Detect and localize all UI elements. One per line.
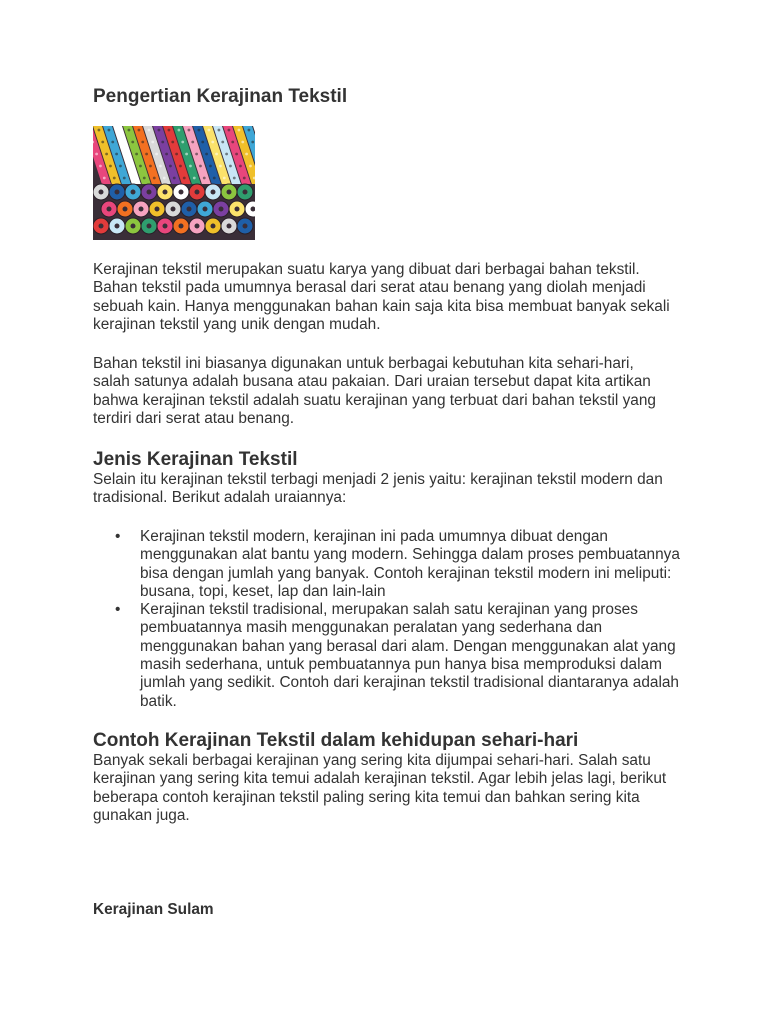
fabric-dot bbox=[129, 165, 132, 168]
fabric-dot bbox=[118, 129, 121, 132]
fabric-roll-core bbox=[195, 224, 200, 229]
fabric-dot bbox=[105, 153, 108, 156]
fabric-dot bbox=[108, 129, 111, 132]
fabric-roll-core bbox=[115, 190, 120, 195]
fabric-dot bbox=[201, 141, 204, 144]
fabric-dot bbox=[209, 165, 212, 168]
fabric-dot bbox=[128, 129, 131, 132]
fabric-dot bbox=[245, 153, 248, 156]
fabric-dot bbox=[233, 177, 236, 180]
fabric-dot bbox=[123, 177, 126, 180]
fabric-dot bbox=[139, 165, 142, 168]
fabric-roll-core bbox=[163, 224, 168, 229]
fabric-dot bbox=[155, 153, 158, 156]
fabric-dot bbox=[231, 141, 234, 144]
fabric-dot bbox=[199, 165, 202, 168]
fabric-dot bbox=[171, 141, 174, 144]
fabric-dot bbox=[158, 129, 161, 132]
fabric-dot bbox=[125, 153, 128, 156]
fabric-dot bbox=[98, 129, 101, 132]
fabric-dot bbox=[225, 153, 228, 156]
fabric-roll-core bbox=[187, 207, 192, 212]
fabric-dot bbox=[168, 129, 171, 132]
section-heading-contoh: Contoh Kerajinan Tekstil dalam kehidupan sehari-hari bbox=[93, 730, 579, 751]
fabric-dot bbox=[241, 141, 244, 144]
bullet-icon: • bbox=[115, 601, 121, 619]
fabric-roll-core bbox=[219, 207, 224, 212]
jenis-paragraph: Selain itu kerajinan tekstil terbagi menjadi 2 jenis yaitu: kerajinan tekstil modern dan tradisional. Berikut adalah uraiannya: bbox=[93, 471, 663, 507]
fabric-dot bbox=[95, 153, 98, 156]
fabric-dot bbox=[161, 141, 164, 144]
fabric-dot bbox=[165, 153, 168, 156]
fabric-roll-core bbox=[179, 190, 184, 195]
fabric-roll-core bbox=[107, 207, 112, 212]
fabric-roll-core bbox=[195, 190, 200, 195]
fabric-roll-core bbox=[163, 190, 168, 195]
fabric-dot bbox=[185, 153, 188, 156]
fabric-dot bbox=[138, 129, 141, 132]
fabric-roll-core bbox=[211, 224, 216, 229]
fabric-dot bbox=[99, 165, 102, 168]
fabric-rolls-photo bbox=[93, 126, 255, 240]
fabric-dot bbox=[203, 177, 206, 180]
fabric-dot bbox=[113, 177, 116, 180]
fabric-roll-core bbox=[179, 224, 184, 229]
fabric-dot bbox=[173, 177, 176, 180]
fabric-dot bbox=[111, 141, 114, 144]
fabric-dot bbox=[208, 129, 211, 132]
fabric-dot bbox=[219, 165, 222, 168]
fabric-dot bbox=[189, 165, 192, 168]
fabric-roll-core bbox=[115, 224, 120, 229]
jenis-list bbox=[93, 528, 683, 711]
fabric-dot bbox=[228, 129, 231, 132]
fabric-dot bbox=[103, 177, 106, 180]
fabric-dot bbox=[239, 165, 242, 168]
page-title: Pengertian Kerajinan Tekstil bbox=[93, 86, 348, 107]
fabric-dot bbox=[213, 177, 216, 180]
list-item bbox=[93, 601, 683, 711]
fabric-dot bbox=[153, 177, 156, 180]
fabric-dot bbox=[148, 129, 151, 132]
fabric-dot bbox=[218, 129, 221, 132]
fabric-dot bbox=[151, 141, 154, 144]
fabric-dot bbox=[181, 141, 184, 144]
fabric-roll-core bbox=[171, 207, 176, 212]
fabric-dot bbox=[195, 153, 198, 156]
fabric-roll-core bbox=[227, 224, 232, 229]
fabric-roll-core bbox=[155, 207, 160, 212]
fabric-dot bbox=[249, 165, 252, 168]
fabric-roll-core bbox=[243, 224, 248, 229]
fabric-roll-core bbox=[147, 190, 152, 195]
fabric-dot bbox=[169, 165, 172, 168]
fabric-roll-core bbox=[147, 224, 152, 229]
fabric-dot bbox=[229, 165, 232, 168]
fabric-dot bbox=[133, 177, 136, 180]
fabric-dot bbox=[149, 165, 152, 168]
fabric-roll-core bbox=[131, 190, 136, 195]
list-item-text: Kerajinan tekstil tradisional, merupakan salah satu kerajinan yang proses pembuatannya masih menggunakan peralatan yang sederhana dan menggunakan bahan yang berasal dari alam. Dengan menggunakan alat yang masih sederhana, untuk pembuatannya pun hanya bisa memproduksi dalam jumlah yang sedikit. Contoh dari kerajinan tekstil tradisional diantaranya adalah batik. bbox=[140, 601, 679, 710]
fabric-dot bbox=[198, 129, 201, 132]
contoh-paragraph: Banyak sekali berbagai kerajinan yang sering kita dijumpai sehari-hari. Salah satu kerajinan yang sering kita temui adalah kerajinan tekstil. Agar lebih jelas lagi, berikut beberapa contoh kerajinan tekstil paling sering kita temui dan bahkan sering kita gunakan juga. bbox=[93, 752, 667, 824]
section-heading-sulam: Kerajinan Sulam bbox=[93, 901, 214, 918]
fabric-dot bbox=[145, 153, 148, 156]
fabric-roll-core bbox=[123, 207, 128, 212]
fabric-dot bbox=[211, 141, 214, 144]
fabric-dot bbox=[131, 141, 134, 144]
fabric-dot bbox=[135, 153, 138, 156]
fabric-roll-core bbox=[99, 190, 104, 195]
fabric-dot bbox=[101, 141, 104, 144]
fabric-dot bbox=[215, 153, 218, 156]
fabric-dot bbox=[143, 177, 146, 180]
fabric-dot bbox=[121, 141, 124, 144]
fabric-dot bbox=[235, 153, 238, 156]
fabric-roll-core bbox=[203, 207, 208, 212]
intro-paragraph-2: Bahan tekstil ini biasanya digunakan untuk berbagai kebutuhan kita sehari-hari, salah satunya adalah busana atau pakaian. Dari uraian tersebut dapat kita artikan bahwa kerajinan tekstil adalah suatu kerajinan yang terbuat dari bahan tekstil yang terdiri dari serat atau benang. bbox=[93, 355, 656, 427]
fabric-dot bbox=[141, 141, 144, 144]
bullet-icon: • bbox=[115, 528, 121, 545]
list-item bbox=[93, 528, 683, 601]
fabric-roll-core bbox=[235, 207, 240, 212]
fabric-dot bbox=[179, 165, 182, 168]
fabric-dot bbox=[193, 177, 196, 180]
fabric-dot bbox=[119, 165, 122, 168]
fabric-roll-core bbox=[131, 224, 136, 229]
fabric-dot bbox=[251, 141, 254, 144]
list-item-text: Kerajinan tekstil modern, kerajinan ini pada umumnya dibuat dengan menggunakan alat bantu yang modern. Sehingga dalam proses pembuatannya bisa dengan jumlah yang banyak. Contoh kerajinan tekstil modern ini meliputi: busana, topi, keset, lap dan lain-lain bbox=[140, 528, 680, 600]
fabric-dot bbox=[188, 129, 191, 132]
fabric-dot bbox=[183, 177, 186, 180]
fabric-dot bbox=[191, 141, 194, 144]
fabric-dot bbox=[109, 165, 112, 168]
fabric-roll-core bbox=[99, 224, 104, 229]
fabric-dot bbox=[178, 129, 181, 132]
fabric-dot bbox=[223, 177, 226, 180]
fabric-dot bbox=[238, 129, 241, 132]
fabric-roll-core bbox=[139, 207, 144, 212]
fabric-dot bbox=[243, 177, 246, 180]
fabric-dot bbox=[159, 165, 162, 168]
fabric-roll-core bbox=[227, 190, 232, 195]
intro-paragraph-1: Kerajinan tekstil merupakan suatu karya yang dibuat dari berbagai bahan tekstil. Bahan tekstil pada umumnya berasal dari serat atau benang yang diolah menjadi sebuah kain. Hanya menggunakan bahan kain saja kita bisa membuat banyak sekali kerajinan tekstil yang unik dengan mudah. bbox=[93, 261, 670, 333]
fabric-dot bbox=[221, 141, 224, 144]
fabric-dot bbox=[205, 153, 208, 156]
fabric-roll-core bbox=[243, 190, 248, 195]
section-heading-jenis: Jenis Kerajinan Tekstil bbox=[93, 449, 298, 470]
fabric-dot bbox=[163, 177, 166, 180]
fabric-dot bbox=[115, 153, 118, 156]
fabric-dot bbox=[175, 153, 178, 156]
fabric-dot bbox=[248, 129, 251, 132]
fabric-roll-core bbox=[211, 190, 216, 195]
